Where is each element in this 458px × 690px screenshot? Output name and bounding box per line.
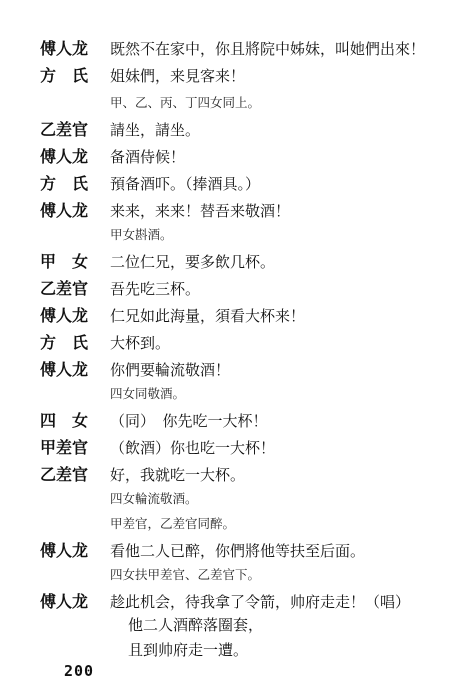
dialogue-text: 仁兄如此海量，須看大杯来！: [110, 307, 306, 325]
dialogue-text: 姐妹們，来見客来！: [110, 67, 246, 85]
verse-text: 他二人酒醉落圈套，: [128, 616, 264, 634]
speaker-name: 乙差官: [40, 120, 89, 139]
dialogue-line: [0, 330, 458, 356]
dialogue-text: 趁此机会，待我拿了令箭，帅府走走！（唱）: [110, 593, 411, 611]
verse-line: [0, 612, 458, 638]
speaker-name: 甲差官: [40, 438, 89, 457]
dialogue-text: 来来，来来！替吾来敬酒！: [110, 202, 291, 220]
speaker-name: 傅人龙: [40, 201, 89, 220]
verse-text: 且到帅府走一遭。: [128, 641, 249, 659]
stage-direction: [0, 222, 458, 248]
dialogue-line: [0, 462, 458, 488]
dialogue-line: [0, 36, 458, 62]
dialogue-text: 預备酒吓。（捧酒具。）: [110, 175, 261, 193]
dialogue-text: （飲酒）你也吃一大杯！: [110, 439, 276, 457]
dialogue-text: 大杯到。: [110, 334, 171, 352]
dialogue-line: [0, 171, 458, 197]
stage-direction-text: 四女扶甲差官、乙差官下。: [110, 567, 261, 582]
stage-direction: [0, 90, 458, 116]
dialogue-line: [0, 408, 458, 434]
dialogue-text: 既然不在家中，你且將院中姊妹，叫她們出來！: [110, 40, 426, 58]
verse-line: [0, 637, 458, 663]
stage-direction-text: 甲女斟酒。: [110, 227, 173, 242]
stage-direction: [0, 562, 458, 588]
dialogue-line: [0, 198, 458, 224]
dialogue-line: [0, 144, 458, 170]
stage-direction: [0, 511, 458, 537]
dialogue-line: [0, 538, 458, 564]
dialogue-line: [0, 303, 458, 329]
stage-direction-text: 甲差官，乙差官同醉。: [110, 516, 236, 531]
dialogue-line: [0, 249, 458, 275]
dialogue-text: 二位仁兄，要多飲几杯。: [110, 253, 276, 271]
speaker-name: 方 氏: [40, 174, 89, 193]
speaker-name: 傅人龙: [40, 147, 89, 166]
dialogue-text: （同） 你先吃一大杯！: [110, 412, 268, 430]
dialogue-text: 看他二人已醉，你們將他等扶至后面。: [110, 542, 366, 560]
dialogue-line: [0, 357, 458, 383]
speaker-name: 傅人龙: [40, 360, 89, 379]
page-number: 200: [64, 662, 95, 680]
speaker-name: 傅人龙: [40, 592, 89, 611]
dialogue-text: 請坐，請坐。: [110, 121, 201, 139]
speaker-name: 四 女: [40, 411, 89, 430]
dialogue-text: 吾先吃三杯。: [110, 280, 201, 298]
dialogue-line: [0, 117, 458, 143]
speaker-name: 傅人龙: [40, 39, 89, 58]
speaker-name: 傅人龙: [40, 306, 89, 325]
speaker-name: 方 氏: [40, 333, 89, 352]
speaker-name: 乙差官: [40, 465, 89, 484]
dialogue-text: 你們要輪流敬酒！: [110, 361, 231, 379]
speaker-name: 甲 女: [40, 252, 89, 271]
dialogue-line: [0, 63, 458, 89]
stage-direction: [0, 381, 458, 407]
stage-direction-text: 四女輪流敬酒。: [110, 491, 198, 506]
speaker-name: 乙差官: [40, 279, 89, 298]
dialogue-text: 好，我就吃一大杯。: [110, 466, 246, 484]
speaker-name: 傅人龙: [40, 541, 89, 560]
dialogue-line: [0, 435, 458, 461]
speaker-name: 方 氏: [40, 66, 89, 85]
dialogue-text: 备酒侍候！: [110, 148, 186, 166]
stage-direction: [0, 486, 458, 512]
stage-direction-text: 四女同敬酒。: [110, 386, 186, 401]
dialogue-line: [0, 276, 458, 302]
stage-direction-text: 甲、乙、丙、丁四女同上。: [110, 95, 261, 110]
